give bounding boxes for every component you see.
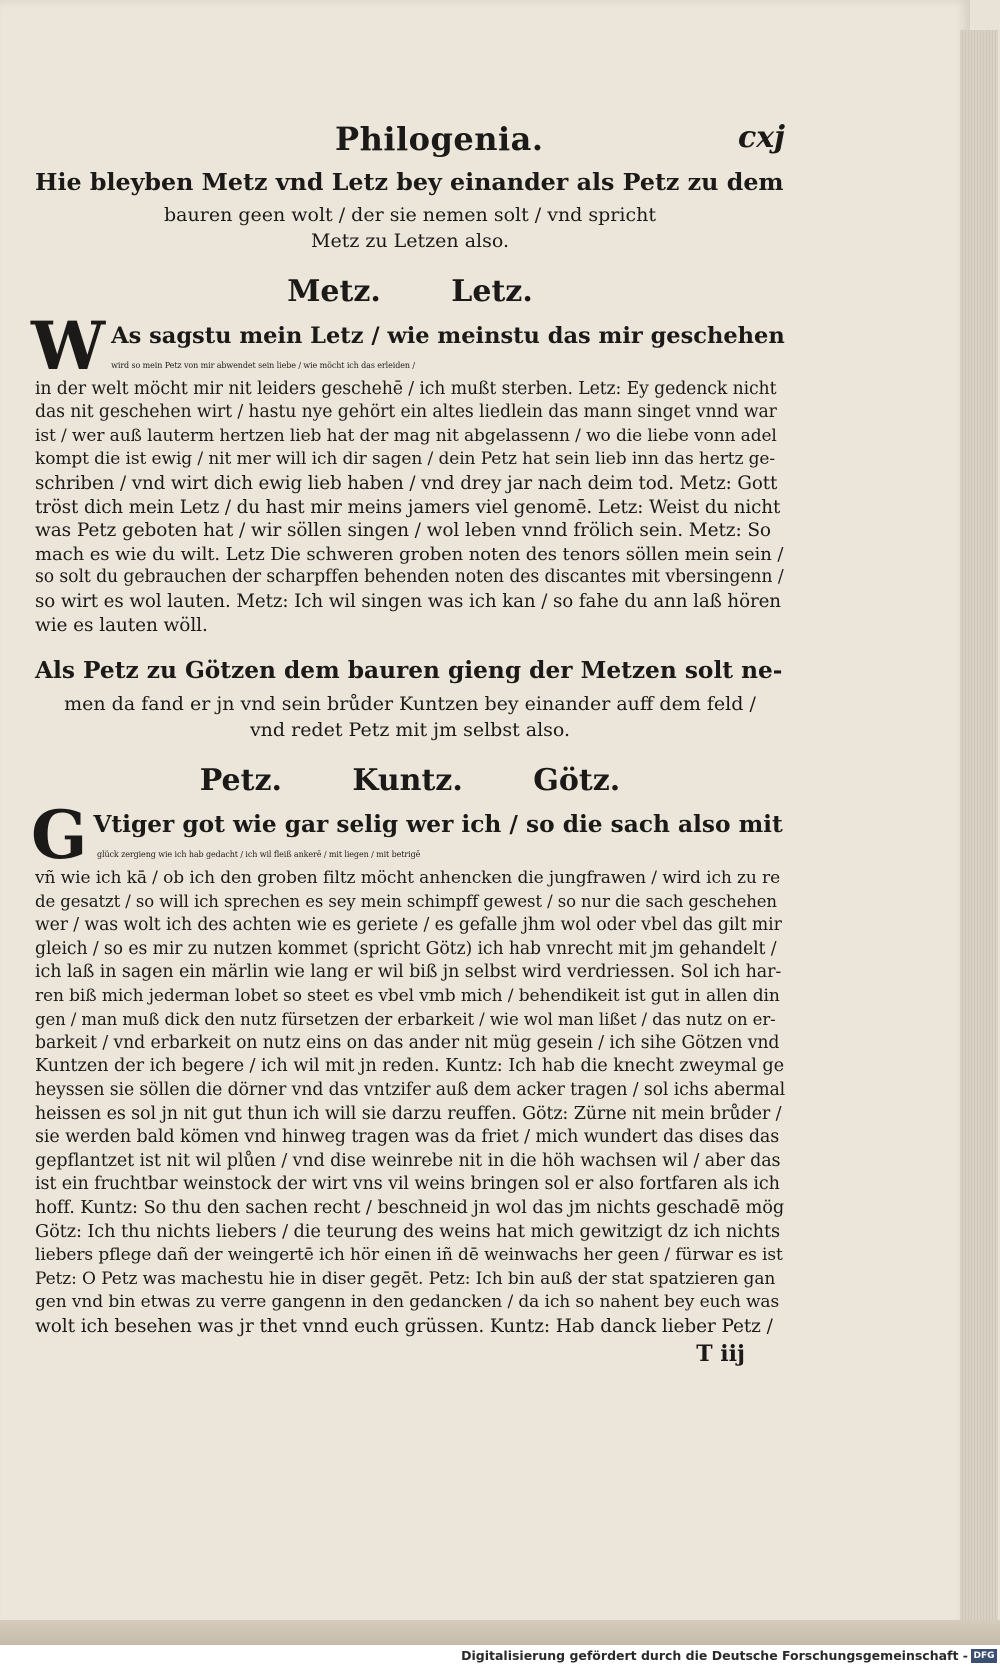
- page-header: [35, 120, 785, 162]
- text-line: kompt die ist ewig / nit mer will ich dir sagen / dein Petz hat sein lieb inn das hertz ge-: [35, 449, 776, 470]
- section-2: [31, 651, 786, 1368]
- text-line: schriben / vnd wirt dich ewig lieb haben / vnd drey jar nach deim tod. Metz: Gott: [35, 472, 778, 494]
- section-2-subheading-line: vnd redet Petz mit jm selbst also.: [249, 719, 571, 742]
- drop-cap-initial: W: [31, 307, 106, 385]
- text-block: [31, 120, 786, 1369]
- section-1-subheading-line: bauren geen wolt / der sie nemen solt / vnd spricht: [164, 204, 656, 226]
- text-line: das nit geschehen wirt / hastu nye gehört ein altes liedlein das mann singet vnnd war: [35, 402, 777, 423]
- text-line: gen / man muß dick den nutz fürsetzen der erbarkeit / wie wol man lißet / das nutz on er-: [35, 1010, 776, 1030]
- text-line: heyssen sie söllen die dörner vnd das vntzifer auß dem acker tragen / sol ichs abermal: [35, 1080, 786, 1101]
- text-line: mach es wie du wilt. Letz Die schweren groben noten des tenors söllen mein sein /: [35, 543, 784, 565]
- section-2-subheading-line: men da fand er jn vnd sein brůder Kuntzen bey einander auff dem feld /: [64, 693, 756, 716]
- section-1-speakers: Metz. Letz.: [287, 274, 533, 309]
- text-line: sie werden bald kömen vnd hinweg tragen was da friet / mich wundert das dises das: [35, 1127, 780, 1148]
- section-1: [31, 162, 785, 637]
- footer-credit: Digitalisierung gefördert durch die Deutsche Forschungsgemeinschaft -: [461, 1648, 968, 1663]
- section-1-paragraph: [31, 307, 785, 637]
- page-bottom-edge: [0, 1620, 1000, 1645]
- text-line: heissen es sol jn nit gut thun ich will sie darzu reuffen. Götz: Zürne nit mein brůder /: [35, 1103, 782, 1124]
- text-line: tröst dich mein Letz / du hast mir meins jamers viel genomē. Letz: Weist du nicht: [35, 496, 781, 518]
- text-line: so wirt es wol lauten. Metz: Ich wil singen was ich kan / so fahe du ann laß hören: [35, 590, 781, 612]
- drop-cap-initial: G: [31, 796, 88, 875]
- running-title: Philogenia.: [335, 120, 544, 158]
- page-edges: [960, 30, 998, 1640]
- text-line: ren biß mich jederman lobet so steet es vbel vmb mich / behendikeit ist gut in allen din: [35, 985, 780, 1006]
- text-line: gen vnd bin etwas zu verre gangenn in den gedancken / da ich so nahent bey euch was: [35, 1292, 780, 1313]
- section-1-subheading-line: Metz zu Letzen also.: [311, 230, 509, 252]
- section-2-paragraph: [31, 796, 786, 1338]
- dfg-logo-icon: DFG: [971, 1649, 997, 1663]
- footer-bar: [0, 1645, 1000, 1669]
- paragraph-first-line: As sagstu mein Letz / wie meinstu das mir geschehen: [111, 323, 785, 349]
- text-line: ich laß in sagen ein märlin wie lang er wil biß jn selbst wird verdriessen. Sol ich har-: [35, 962, 782, 983]
- text-line: ist ein fruchtbar weinstock der wirt vns vil weins bringen sol er also fortfaren als ich: [35, 1174, 780, 1195]
- text-line: was Petz geboten hat / wir söllen singen / wol leben vnnd frölich sein. Metz: So: [35, 520, 771, 542]
- text-line: hoff. Kuntz: So thu den sachen recht / beschneid jn wol das jm nichts geschadē mög: [35, 1198, 785, 1219]
- paragraph-first-line: Vtiger got wie gar selig wer ich / so die sach also mit: [93, 811, 783, 839]
- section-2-speakers: Petz. Kuntz. Götz.: [199, 763, 621, 799]
- folio-number: cxj: [737, 120, 785, 155]
- text-line: liebers pflege dañ der weingertē ich hör einen iñ dē weinwachs her geen / fürwar es ist: [35, 1245, 783, 1266]
- text-line: Kuntzen der ich begere / ich wil mit jn reden. Kuntz: Ich hab die knecht zweymal ge: [35, 1056, 785, 1077]
- text-line: barkeit / vnd erbarkeit on nutz eins on das ander nit müg gesein / ich sihe Götzen vnd: [35, 1032, 780, 1053]
- text-line: vñ wie ich kā / ob ich den groben filtz möcht anhencken die jungfrawen / wird ich zu re: [35, 867, 781, 888]
- text-line: in der welt möcht mir nit leiders geschehē / ich mußt sterben. Letz: Ey gedenck nicht: [35, 378, 777, 399]
- text-line: de gesatzt / so will ich sprechen es sey mein schimpff gewest / so nur die sach geschehen: [35, 892, 777, 912]
- section-2-heading: Als Petz zu Götzen dem bauren gieng der Metzen solt ne-: [35, 657, 783, 685]
- text-line: wer / was wolt ich des achten wie es geriete / es gefalle jhm wol oder vbel das gilt mir: [35, 914, 782, 935]
- text-line: wolt ich besehen was jr thet vnnd euch grüssen. Kuntz: Hab danck lieber Petz /: [35, 1316, 773, 1337]
- text-line: gepflantzet ist nit wil plůen / vnd dise weinrebe nit in die höh wachsen wil / aber das: [35, 1150, 781, 1171]
- text-line: ist / wer auß lauterm hertzen lieb hat der mag nit abgelassenn / wo die liebe vonn adel: [35, 425, 777, 446]
- section-1-heading: Hie bleyben Metz vnd Letz bey einander als Petz zu dem: [35, 168, 784, 196]
- text-line: Petz: O Petz was machestu hie in diser gegēt. Petz: Ich bin auß der stat spatzieren gan: [35, 1268, 776, 1289]
- signature-mark: T iij: [696, 1340, 745, 1367]
- text-line: wird so mein Petz von mir abwendet sein liebe / wie möcht ich das erleiden /: [111, 361, 415, 370]
- text-line: gleich / so es mir zu nutzen kommet (spricht Götz) ich hab vnrecht mit jm gehandelt /: [35, 938, 777, 959]
- text-line: glück zergieng wie ich hab gedacht / ich wil fleiß ankerē / mit liegen / mit betrigē: [97, 850, 421, 860]
- text-line: Götz: Ich thu nichts liebers / die teurung des weins hat mich gewitzigt dz ich nichts: [35, 1221, 780, 1242]
- text-line: wie es lauten wöll.: [35, 614, 208, 636]
- text-line: so solt du gebrauchen der scharpffen behenden noten des discantes mit vbersingenn /: [35, 567, 784, 588]
